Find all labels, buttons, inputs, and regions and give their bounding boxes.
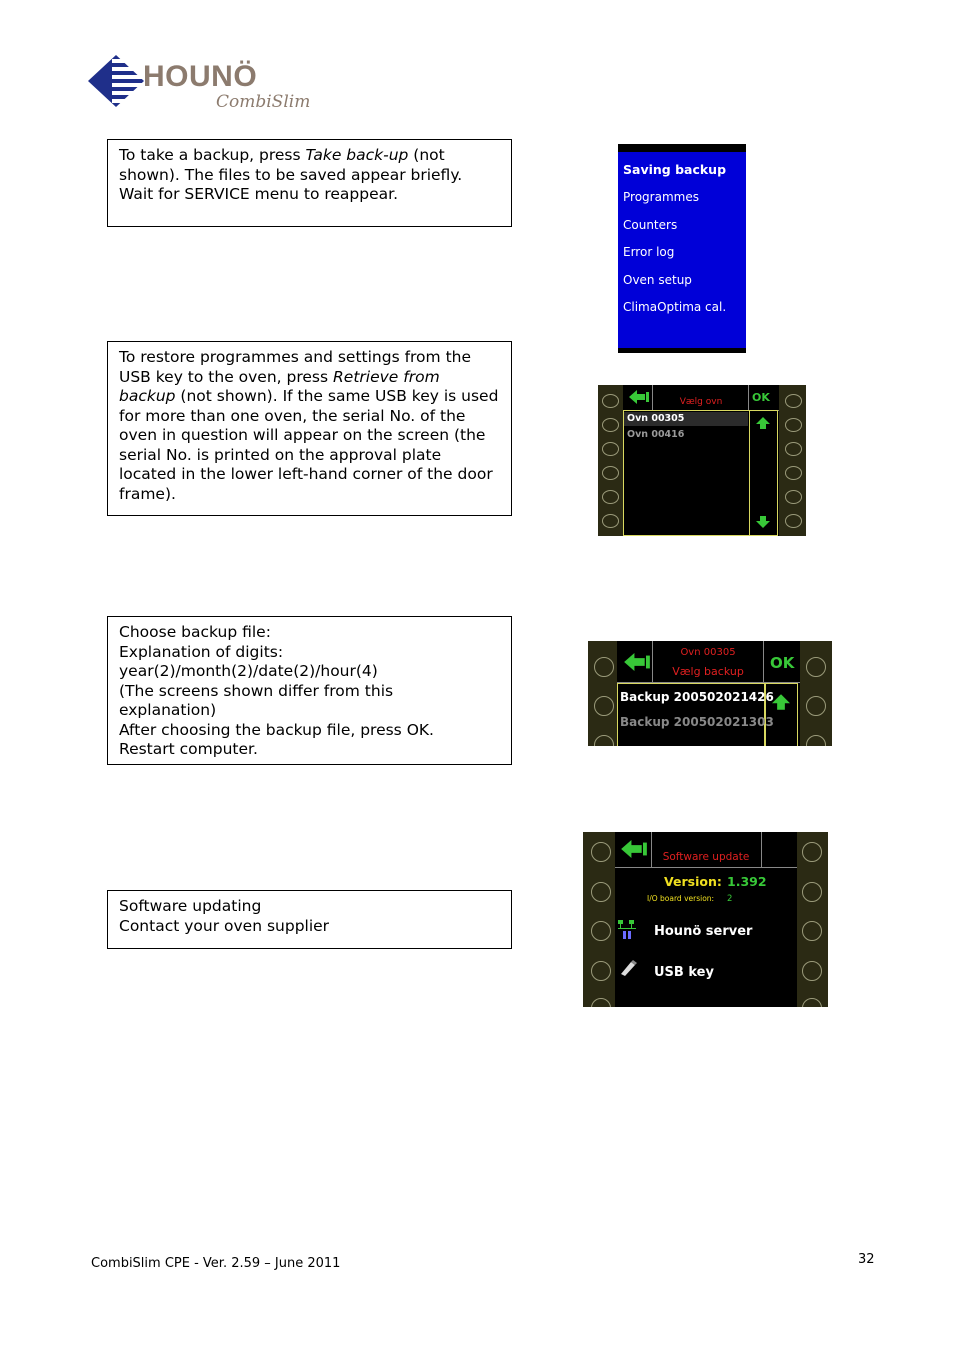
back-arrow-icon[interactable] (629, 390, 649, 404)
network-icon (617, 920, 637, 940)
box3-line: explanation) (119, 701, 217, 719)
screen-title: Software update (662, 851, 750, 863)
logo-mark-icon (88, 55, 144, 107)
software-update-box (107, 890, 512, 949)
io-board-label: I/O board version: (647, 894, 715, 903)
box3-line: (The screens shown differ from this (119, 681, 394, 700)
side-button[interactable] (785, 394, 802, 408)
side-button[interactable] (602, 442, 619, 456)
side-button[interactable] (594, 696, 614, 716)
screen-menu-item: Error log (623, 245, 675, 259)
select-backup-screen (588, 641, 832, 746)
box4-line: Contact your oven supplier (119, 916, 330, 935)
side-button[interactable] (602, 514, 619, 528)
side-button[interactable] (806, 696, 826, 716)
side-button[interactable] (591, 921, 611, 941)
side-button[interactable] (602, 490, 619, 504)
side-button[interactable] (802, 842, 822, 862)
version-value: 1.392 (727, 874, 767, 889)
box2-text-post: (not shown). If the same USB key is used for more than one oven, the serial No. of the oven in question will appear on the screen (the serial No. is printed on the approval plate located in the lower left-hand corner of the door frame). (119, 387, 499, 503)
oven-list-item[interactable]: Ovn 00416 (627, 429, 685, 440)
screen-menu-item: Counters (623, 218, 678, 232)
backup-list-item[interactable]: Backup 200502021303 (620, 715, 774, 729)
screen-title: Vælg ovn (679, 397, 723, 407)
version-label: Version: (664, 874, 722, 889)
box4-line: Software updating (119, 897, 262, 915)
side-button[interactable] (602, 418, 619, 432)
screen-menu-item: Oven setup (623, 273, 692, 287)
side-button[interactable] (591, 961, 611, 981)
ok-button[interactable]: OK (770, 654, 795, 672)
saving-backup-screen (618, 144, 746, 353)
side-button[interactable] (802, 961, 822, 981)
side-button[interactable] (785, 418, 802, 432)
hounoe-logo (88, 52, 311, 114)
side-button[interactable] (785, 514, 802, 528)
box1-text-pre: To take a backup, press (119, 146, 306, 164)
side-button[interactable] (802, 921, 822, 941)
side-button[interactable] (785, 490, 802, 504)
software-update-screen (583, 832, 828, 1007)
screen-menu-item: Saving backup (623, 162, 727, 177)
back-arrow-icon[interactable] (624, 653, 650, 671)
ok-button[interactable]: OK (752, 391, 770, 404)
footer-version: CombiSlim CPE - Ver. 2.59 – June 2011 (91, 1256, 341, 1271)
backup-list-item[interactable]: Backup 200502021426 (620, 690, 774, 704)
logo-subtitle: CombiSlim (216, 92, 311, 112)
select-oven-screen (598, 385, 806, 536)
side-button[interactable] (802, 882, 822, 902)
side-button[interactable] (806, 657, 826, 677)
screen-subtitle: Ovn 00305 (680, 647, 736, 658)
backup-instruction-box (107, 139, 512, 227)
restore-instruction-box (107, 341, 512, 516)
arrow-up-icon[interactable] (756, 417, 770, 429)
hounoe-server-option[interactable]: Hounö server (654, 924, 753, 939)
side-button[interactable] (785, 466, 802, 480)
usb-key-icon (619, 960, 637, 976)
box3-line: Restart computer. (119, 740, 258, 758)
box3-line: After choosing the backup file, press OK. (119, 720, 434, 739)
screen-title: Vælg backup (672, 665, 744, 678)
oven-list-item[interactable]: Ovn 00305 (627, 413, 685, 424)
box1-text-post: (not shown). The files to be saved appear briefly. Wait for SERVICE menu to reappear. (119, 146, 463, 203)
box2-text-em: Retrieve from backup (119, 367, 440, 405)
choose-backup-box (107, 616, 512, 765)
arrow-down-icon[interactable] (756, 516, 770, 528)
side-button[interactable] (591, 842, 611, 862)
usb-key-option[interactable]: USB key (654, 965, 714, 980)
box3-line: Explanation of digits: (119, 642, 284, 661)
side-button[interactable] (591, 882, 611, 902)
screen-menu-item: ClimaOptima cal. (623, 300, 727, 314)
side-button[interactable] (594, 657, 614, 677)
box3-line: year(2)/month(2)/date(2)/hour(4) (119, 662, 378, 680)
box2-text-pre: To restore programmes and settings from the USB key to the oven, press (119, 348, 472, 386)
side-button[interactable] (602, 394, 619, 408)
io-board-value: 2 (727, 894, 733, 904)
side-button[interactable] (602, 466, 619, 480)
box3-line: Choose backup file: (119, 623, 271, 641)
box1-text-em: Take back-up (305, 146, 409, 164)
logo-wordmark: HOUNÖ (143, 60, 258, 93)
back-arrow-icon[interactable] (621, 840, 647, 858)
page-number: 32 (858, 1252, 875, 1267)
arrow-up-icon[interactable] (772, 694, 790, 710)
side-button[interactable] (785, 442, 802, 456)
screen-menu-item: Programmes (623, 190, 699, 204)
